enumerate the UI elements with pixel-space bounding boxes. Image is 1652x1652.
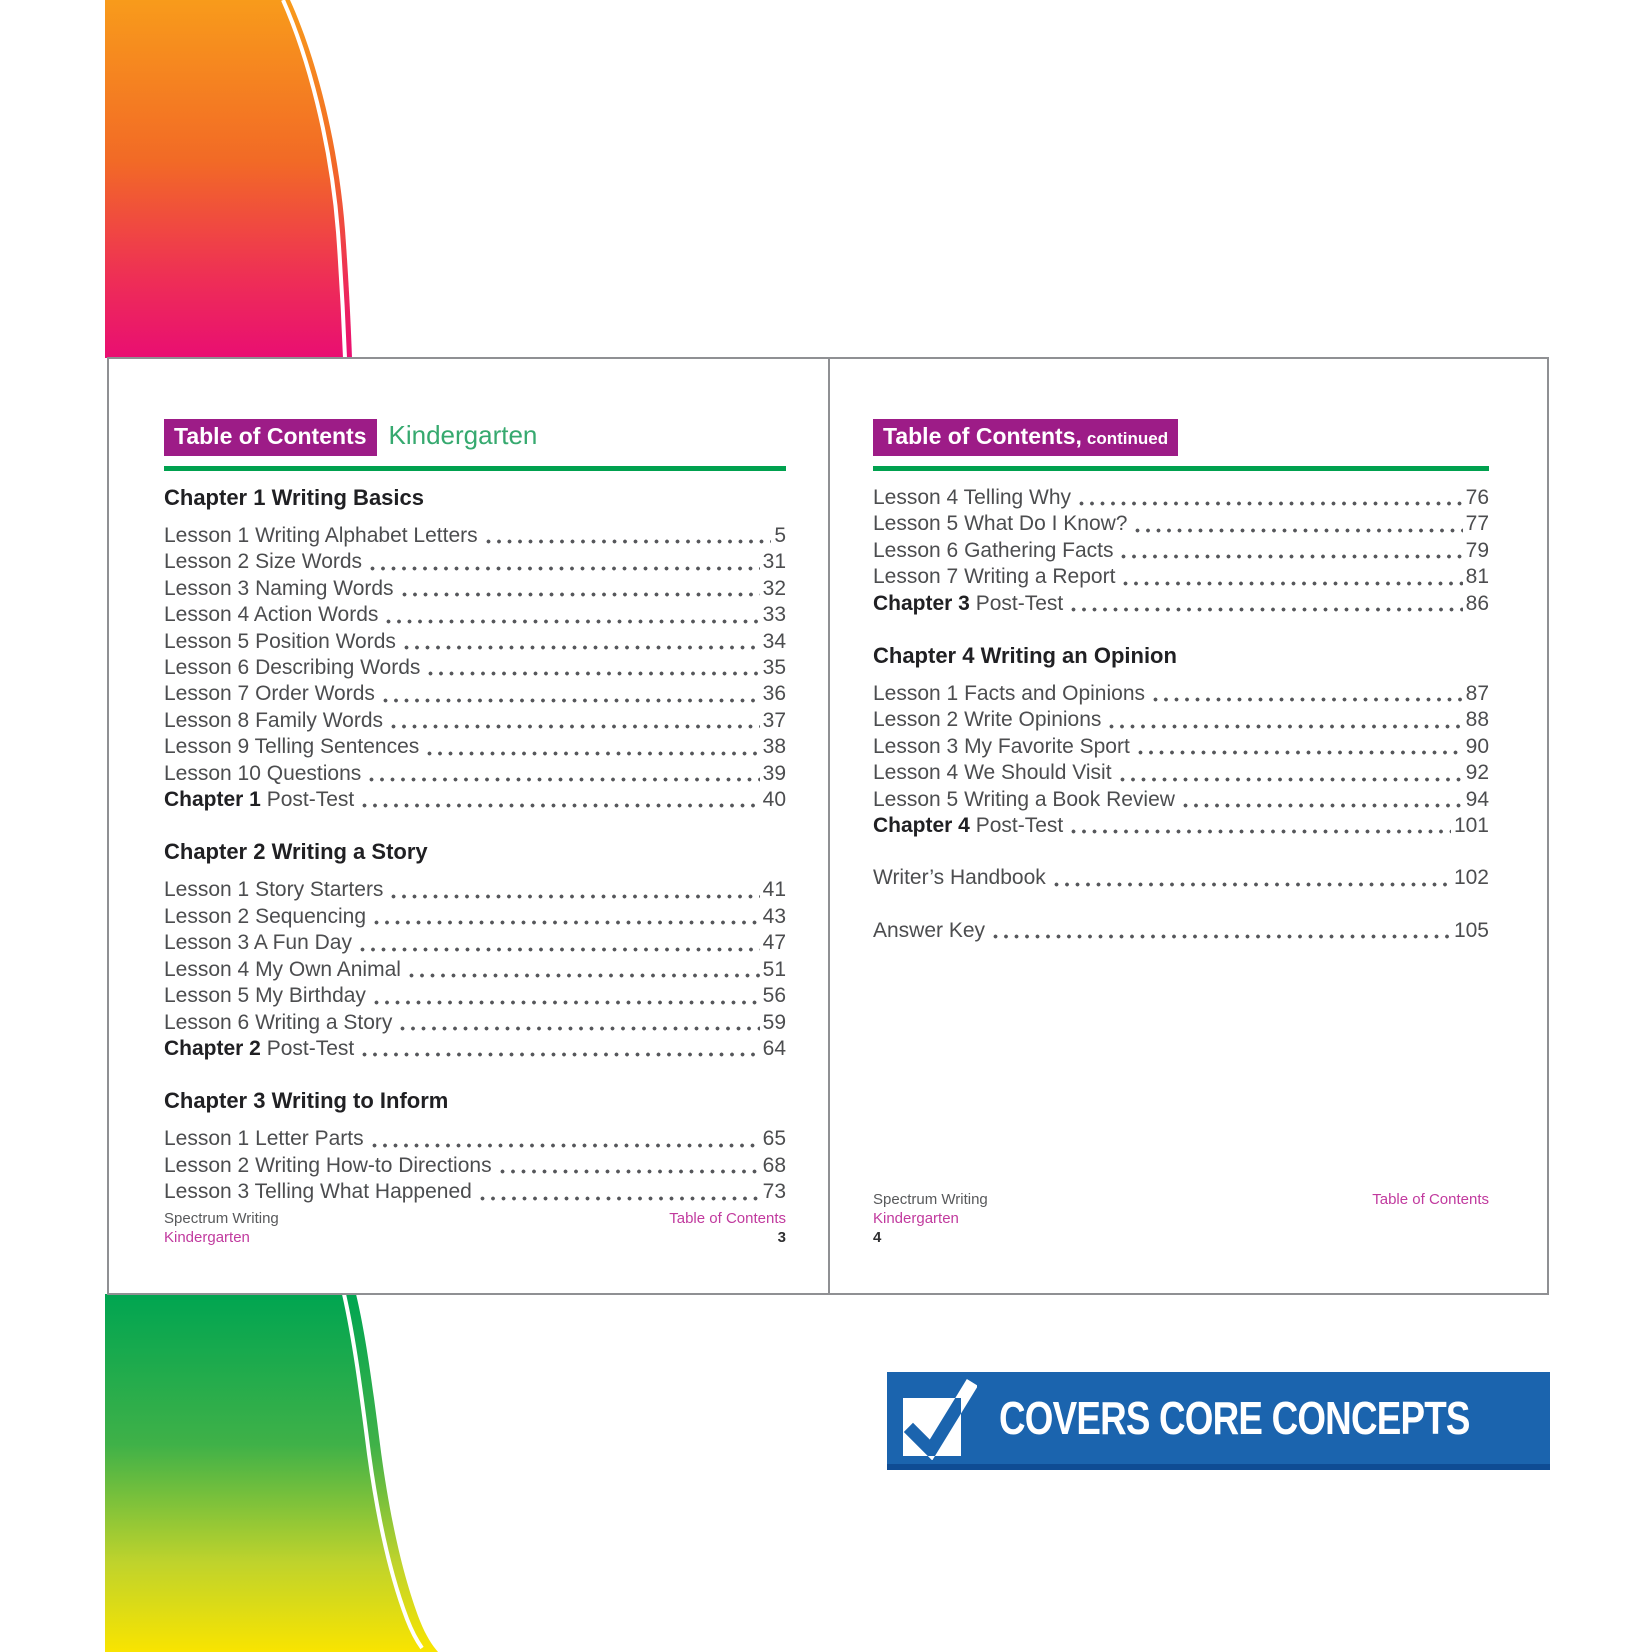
page-footer-left <box>164 1209 786 1247</box>
toc-header-right <box>873 419 1489 456</box>
toc-row <box>873 865 1489 891</box>
toc-entry-label: Lesson 5 My Birthday <box>164 984 366 1008</box>
banner-label: COVERS CORE CONCEPTS <box>999 1392 1470 1444</box>
checkbox-check-icon <box>901 1376 977 1460</box>
toc-page-number: 33 <box>762 603 786 627</box>
toc-header-left <box>164 419 786 456</box>
toc-entry-label: Lesson 1 Letter Parts <box>164 1127 364 1151</box>
toc-page-number: 51 <box>762 957 786 981</box>
toc-entry-label: Chapter 1 Post-Test <box>164 788 355 812</box>
toc-row <box>164 1179 786 1205</box>
toc-page-number: 73 <box>762 1180 786 1204</box>
toc-row <box>873 760 1489 786</box>
toc-row <box>164 877 786 903</box>
toc-page-number: 76 <box>1465 486 1489 509</box>
dotted-leader <box>427 751 759 756</box>
toc-title-badge: Table of Contents <box>164 419 377 456</box>
dotted-leader <box>480 1196 760 1201</box>
toc-page-right <box>828 359 1547 1293</box>
green-divider-rule <box>164 466 786 471</box>
toc-entry-label: Lesson 3 Naming Words <box>164 576 394 600</box>
toc-row <box>164 523 786 549</box>
cover-gradient-bottom-left <box>0 1294 480 1652</box>
dotted-leader <box>372 1143 760 1148</box>
toc-entry-label: Lesson 10 Questions <box>164 761 362 785</box>
toc-page-number: 65 <box>762 1127 786 1151</box>
toc-page-number: 39 <box>762 761 786 785</box>
toc-section <box>873 643 1489 839</box>
toc-entry-label: Lesson 3 Telling What Happened <box>164 1180 472 1204</box>
dotted-leader <box>400 1026 759 1031</box>
green-divider-rule <box>873 466 1489 471</box>
toc-row <box>164 761 786 787</box>
toc-row <box>164 708 786 734</box>
toc-row <box>164 629 786 655</box>
toc-row <box>873 813 1489 839</box>
dotted-leader <box>1109 724 1462 729</box>
toc-section <box>164 1088 786 1205</box>
toc-page-number: 56 <box>762 984 786 1008</box>
dotted-leader <box>360 947 760 952</box>
toc-entry-label: Lesson 4 My Own Animal <box>164 957 401 981</box>
dotted-leader <box>1054 882 1451 887</box>
toc-page-number: 59 <box>762 1010 786 1034</box>
footer-right-column <box>1372 1190 1489 1247</box>
dotted-leader <box>383 698 760 703</box>
toc-badge-suffix-text: continued <box>1086 429 1169 448</box>
dotted-leader <box>386 619 759 624</box>
toc-row <box>873 511 1489 537</box>
toc-section <box>873 918 1489 944</box>
toc-row <box>164 681 786 707</box>
page-footer-right <box>873 1190 1489 1247</box>
toc-page-number: 5 <box>774 524 786 547</box>
dotted-leader <box>486 539 772 544</box>
toc-entry-label: Chapter 4 Post-Test <box>873 814 1064 838</box>
toc-page-number: 94 <box>1465 787 1489 811</box>
toc-entry-label: Lesson 8 Family Words <box>164 708 384 732</box>
dotted-leader <box>428 671 759 676</box>
toc-entry-label: Answer Key <box>873 918 986 942</box>
toc-row <box>873 787 1489 813</box>
page-number: 3 <box>777 1229 786 1246</box>
footer-section-label: Table of Contents <box>669 1210 786 1227</box>
toc-row <box>873 485 1489 511</box>
toc-entry-label: Lesson 6 Writing a Story <box>164 1010 393 1034</box>
toc-row <box>164 983 786 1009</box>
covers-core-concepts-banner <box>887 1372 1550 1470</box>
toc-page-number: 64 <box>762 1036 786 1060</box>
toc-row <box>873 707 1489 733</box>
toc-page-number: 37 <box>762 708 786 732</box>
dotted-leader <box>1138 750 1463 755</box>
toc-entry-label: Lesson 4 We Should Visit <box>873 761 1112 785</box>
footer-grade: Kindergarten <box>164 1229 250 1246</box>
grade-title: Kindergarten <box>388 420 538 450</box>
toc-page-left <box>109 359 828 1293</box>
toc-title-badge-continued <box>873 419 1178 456</box>
footer-brand: Spectrum Writing <box>164 1210 279 1227</box>
dotted-leader <box>369 777 759 782</box>
toc-entry-label: Lesson 5 Writing a Book Review <box>873 787 1175 811</box>
dotted-leader <box>993 934 1451 939</box>
toc-page-number: 36 <box>762 682 786 706</box>
toc-page-number: 81 <box>1465 565 1489 589</box>
footer-brand: Spectrum Writing <box>873 1191 988 1208</box>
toc-page-number: 41 <box>762 878 786 902</box>
toc-row <box>164 930 786 956</box>
footer-section-label: Table of Contents <box>1372 1191 1489 1208</box>
chapter-heading: Chapter 3 Writing to Inform <box>164 1088 449 1114</box>
toc-page-number: 31 <box>762 550 786 574</box>
dotted-leader <box>374 1000 760 1005</box>
toc-row <box>164 576 786 602</box>
toc-section <box>164 839 786 1062</box>
toc-row <box>873 918 1489 944</box>
toc-row <box>164 1153 786 1179</box>
toc-page-number: 34 <box>762 629 786 653</box>
dotted-leader <box>1183 803 1463 808</box>
dotted-leader <box>391 894 759 899</box>
toc-entry-label: Lesson 7 Order Words <box>164 682 375 706</box>
toc-row <box>164 549 786 575</box>
toc-entry-label: Writer’s Handbook <box>873 866 1046 890</box>
toc-entry-label: Lesson 6 Describing Words <box>164 656 421 680</box>
footer-left-column <box>873 1190 988 1247</box>
toc-sections-right <box>873 485 1489 944</box>
toc-entry-label: Lesson 6 Gathering Facts <box>873 538 1114 562</box>
toc-entry-label: Lesson 3 My Favorite Sport <box>873 734 1130 758</box>
toc-entry-bold-prefix: Chapter 2 <box>164 1036 267 1060</box>
toc-row <box>873 681 1489 707</box>
toc-row <box>164 734 786 760</box>
toc-entry-label: Lesson 7 Writing a Report <box>873 565 1116 589</box>
dotted-leader <box>391 724 760 729</box>
dotted-leader <box>362 803 759 808</box>
dotted-leader <box>500 1169 760 1174</box>
dotted-leader <box>404 645 760 650</box>
toc-row <box>873 564 1489 590</box>
toc-entry-label: Chapter 3 Post-Test <box>873 591 1064 615</box>
toc-section <box>873 865 1489 891</box>
toc-row <box>164 1036 786 1062</box>
dotted-leader <box>1123 581 1462 586</box>
toc-entry-label: Lesson 1 Story Starters <box>164 878 384 902</box>
toc-row <box>164 1010 786 1036</box>
footer-left-column <box>164 1209 279 1247</box>
cover-gradient-top-left <box>0 0 380 358</box>
toc-entry-bold-prefix: Chapter 4 <box>873 814 976 838</box>
toc-entry-label: Lesson 5 Position Words <box>164 629 396 653</box>
dotted-leader <box>1079 501 1463 506</box>
toc-entry-bold-prefix: Chapter 1 <box>164 788 267 812</box>
toc-page-number: 47 <box>762 931 786 955</box>
toc-page-number: 32 <box>762 576 786 600</box>
toc-page-number: 92 <box>1465 761 1489 785</box>
toc-page-number: 35 <box>762 656 786 680</box>
toc-page-number: 102 <box>1453 866 1489 890</box>
toc-row <box>873 591 1489 617</box>
dotted-leader <box>402 592 760 597</box>
toc-row <box>164 957 786 983</box>
toc-row <box>873 734 1489 760</box>
footer-right-column <box>669 1209 786 1247</box>
dotted-leader <box>1071 829 1451 834</box>
toc-row <box>164 904 786 930</box>
toc-entry-label: Lesson 9 Telling Sentences <box>164 735 420 759</box>
dotted-leader <box>1120 777 1463 782</box>
dotted-leader <box>1153 697 1463 702</box>
toc-page-number: 40 <box>762 788 786 812</box>
dotted-leader <box>1135 528 1462 533</box>
toc-row <box>164 1126 786 1152</box>
toc-page-number: 101 <box>1453 814 1489 838</box>
dotted-leader <box>409 973 760 978</box>
toc-entry-label: Lesson 4 Action Words <box>164 603 379 627</box>
toc-entry-bold-prefix: Chapter 3 <box>873 591 976 615</box>
toc-entry-label: Lesson 2 Write Opinions <box>873 708 1102 732</box>
toc-entry-label: Lesson 2 Size Words <box>164 550 363 574</box>
toc-sections-left <box>164 485 786 1206</box>
toc-entry-label: Lesson 3 A Fun Day <box>164 931 352 955</box>
toc-entry-label: Lesson 1 Writing Alphabet Letters <box>164 524 478 547</box>
dotted-leader <box>362 1052 759 1057</box>
toc-entry-label: Lesson 2 Sequencing <box>164 904 366 928</box>
toc-badge-main-text: Table of Contents, <box>883 423 1082 449</box>
toc-page-number: 43 <box>762 904 786 928</box>
toc-row <box>164 655 786 681</box>
dotted-leader <box>374 920 760 925</box>
dotted-leader <box>1121 554 1462 559</box>
toc-section <box>873 485 1489 617</box>
toc-page-number: 87 <box>1465 682 1489 706</box>
toc-entry-label: Lesson 1 Facts and Opinions <box>873 682 1145 706</box>
dotted-leader <box>1071 607 1462 612</box>
toc-row <box>164 787 786 813</box>
dotted-leader <box>370 566 760 571</box>
toc-page-number: 105 <box>1453 918 1489 942</box>
toc-entry-label: Chapter 2 Post-Test <box>164 1036 355 1060</box>
toc-page-number: 38 <box>762 735 786 759</box>
toc-row <box>873 538 1489 564</box>
toc-page-number: 79 <box>1465 538 1489 562</box>
toc-page-number: 68 <box>762 1153 786 1177</box>
open-book-pages <box>107 357 1549 1295</box>
toc-page-number: 86 <box>1465 591 1489 615</box>
toc-row <box>164 602 786 628</box>
chapter-heading: Chapter 1 Writing Basics <box>164 485 424 510</box>
toc-entry-label: Lesson 5 What Do I Know? <box>873 512 1128 536</box>
toc-entry-label: Lesson 2 Writing How-to Directions <box>164 1153 492 1177</box>
toc-page-number: 88 <box>1465 708 1489 732</box>
toc-section <box>164 485 786 813</box>
toc-page-number: 77 <box>1465 512 1489 536</box>
toc-entry-label: Lesson 4 Telling Why <box>873 486 1072 509</box>
chapter-heading: Chapter 4 Writing an Opinion <box>873 643 1177 669</box>
page-number: 4 <box>873 1229 882 1246</box>
footer-grade: Kindergarten <box>873 1210 959 1227</box>
toc-page-number: 90 <box>1465 734 1489 758</box>
chapter-heading: Chapter 2 Writing a Story <box>164 839 428 865</box>
